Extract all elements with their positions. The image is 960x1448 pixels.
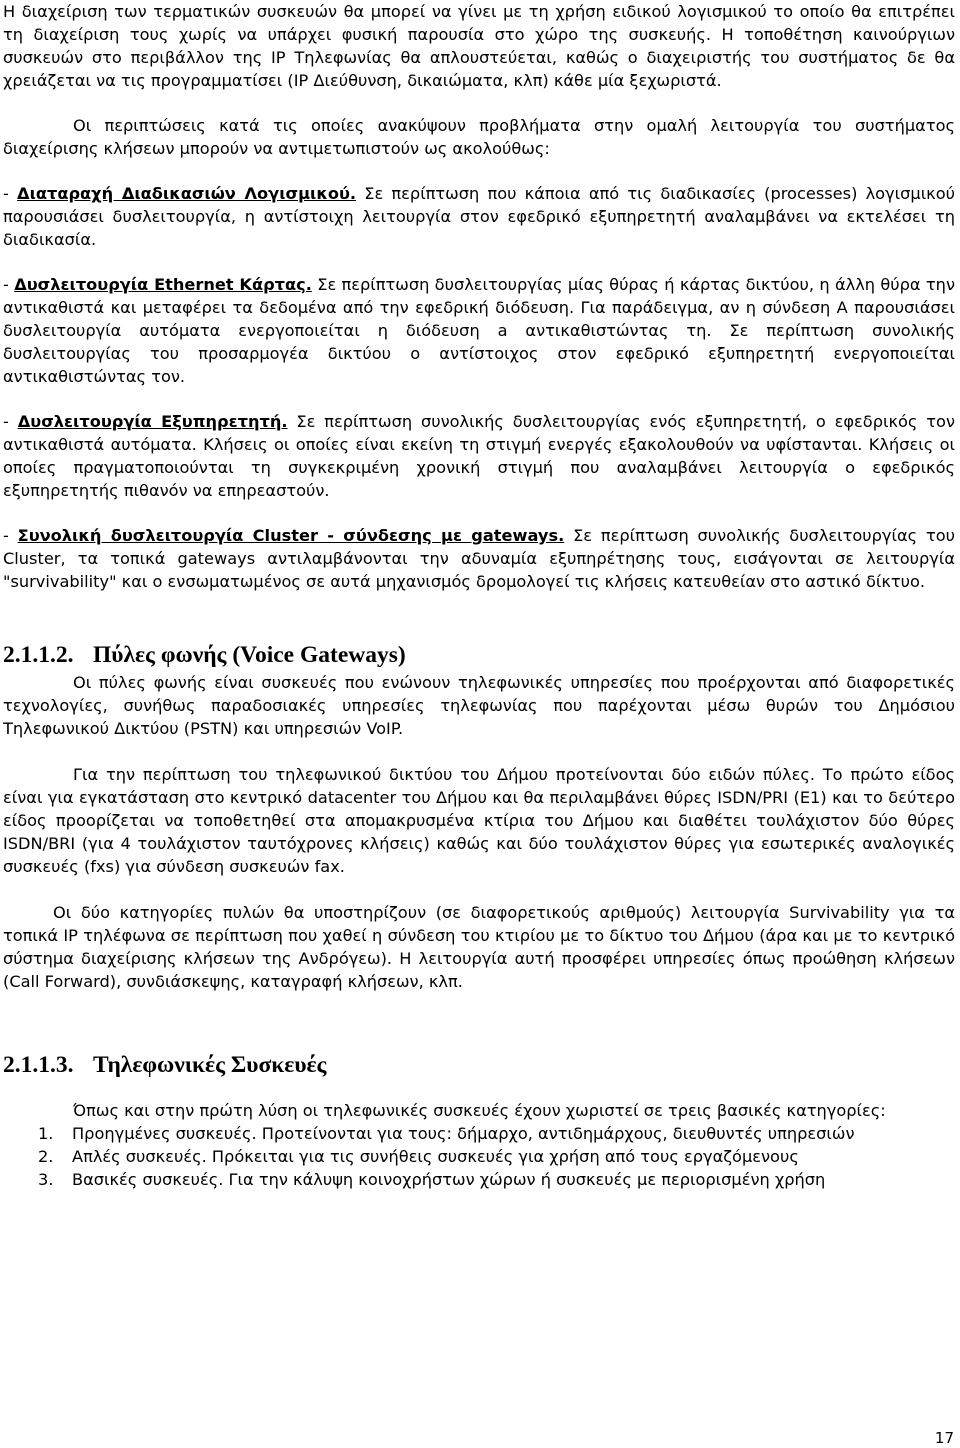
case-text: Σε περίπτωση συνολικής δυσλειτουργίας του Cluster, τα τοπικά gateways αντιλαμβάνονται την αδυναμία εξυπηρέτησης τους, εισάγονται σε λειτουργία "survivability" και ο ενσωματωμένος σε αυτά μηχανισμός δρομολογεί τις κλήσεις κατευθείαν στο αστικό δίκτυο. xyxy=(3,526,955,591)
phones-intro: Όπως και στην πρώτη λύση οι τηλεφωνικές συσκευές έχουν χωριστεί σε τρεις βασικές κατηγορίες: xyxy=(73,1101,886,1120)
section-number: 2.1.1.2. xyxy=(3,642,74,668)
intro-paragraph-2: Οι περιπτώσεις κατά τις οποίες ανακύψουν προβλήματα στην ομαλή λειτουργία του συστήματος διαχείρισης κλήσεων μπορούν να αντιμετωπιστούν ως ακολούθως: xyxy=(3,116,955,158)
section-title: Τηλεφωνικές Συσκευές xyxy=(93,1052,327,1078)
case-title: Διαταραχή Διαδικασιών Λογισμικού. xyxy=(17,184,357,203)
list-number: 1. xyxy=(38,1124,54,1143)
case-prefix: - xyxy=(3,412,18,431)
case-server-failure xyxy=(3,410,955,502)
case-title: Συνολική δυσλειτουργία Cluster - σύνδεσης με gateways. xyxy=(17,526,565,545)
list-text: Βασικές συσκευές. Για την κάλυψη κοινοχρήστων χώρων ή συσκευές με περιορισμένη χρήση xyxy=(72,1170,826,1189)
case-title: Δυσλειτουργία Εξυπηρετητή. xyxy=(17,412,288,431)
case-prefix: - xyxy=(3,275,15,294)
section-heading-phone-devices xyxy=(3,1051,955,1079)
device-category-list xyxy=(3,1122,955,1191)
case-text: Σε περίπτωση συνολικής δυσλειτουργίας ενός εξυπηρετητή, ο εφεδρικός τον αντικαθιστά αυτόματα. Κλήσεις οι οποίες είναι εκείνη τη στιγμή ενεργές εξακολουθούν να υφίστανται. Κλήσεις οι οποίες πραγματοποιούνται τη συγκεκριμένη χρονική στιγμή που αναλαμβάνει λειτουργία ο εφεδρικός εξυπηρετητής πιθανόν να επηρεαστούν. xyxy=(3,412,955,500)
list-number: 2. xyxy=(38,1147,54,1166)
list-number: 3. xyxy=(38,1170,54,1189)
case-prefix: - xyxy=(3,526,18,545)
section-number: 2.1.1.3. xyxy=(3,1052,74,1078)
case-title: Δυσλειτουργία Ethernet Κάρτας. xyxy=(14,275,312,294)
case-cluster-failure xyxy=(3,524,955,593)
list-item xyxy=(3,1168,955,1191)
case-prefix: - xyxy=(3,184,18,203)
list-text: Απλές συσκευές. Πρόκειται για τις συνήθεις συσκευές για χρήση από τους εργαζόμενους xyxy=(72,1147,799,1166)
voice-paragraph-3: Οι δύο κατηγορίες πυλών θα υποστηρίζουν (σε διαφορετικούς αριθμούς) λειτουργία Survivability για τα τοπικά IP τηλέφωνα σε περίπτωση που χαθεί η σύνδεση του κτιρίου με το δίκτυο του Δήμου (άρα και με το κεντρικό σύστημα διαχείρισης κλήσεων της Ανδρόγεω). Η λειτουργία αυτή προσφέρει υπηρεσίες όπως προώθηση κλήσεων (Call Forward), συνδιάσκεψης, καταγραφή κλήσεων, κλπ. xyxy=(3,903,955,991)
list-item xyxy=(3,1145,955,1168)
case-text: Σε περίπτωση που κάποια από τις διαδικασίες (processes) λογισμικού παρουσιάσει δυσλειτουργία, η αντίστοιχη λειτουργία στον εφεδρικό εξυπηρετητή αναλαμβάνει να εκτελέσει τη διαδικασία. xyxy=(3,184,955,249)
case-software-disruption xyxy=(3,182,955,251)
section-heading-voice-gateways xyxy=(3,641,955,669)
list-text: Προηγμένες συσκευές. Προτείνονται για τους: δήμαρχο, αντιδημάρχους, διευθυντές υπηρεσιών xyxy=(72,1124,855,1143)
section-title: Πύλες φωνής (Voice Gateways) xyxy=(93,642,406,668)
list-item xyxy=(3,1122,955,1145)
case-text: Σε περίπτωση δυσλειτουργίας μίας θύρας ή κάρτας δικτύου, η άλλη θύρα την αντικαθιστά και μεταφέρει τα δεδομένα από την εφεδρική διόδευση. Για παράδειγμα, αν η σύνδεση Α παρουσιάσει δυσλειτουργία αυτόματα ενεργοποιείται η διόδευση a αντικαθιστώντας τη. Σε περίπτωση συνολικής δυσλειτουργίας του προσαρμογέα δικτύου ο αντίστοιχος στον εφεδρικό εξυπηρετητή ενεργοποιείται αντικαθιστώντας τον. xyxy=(3,275,955,386)
page-number: 17 xyxy=(934,1429,954,1447)
voice-paragraph-2: Για την περίπτωση του τηλεφωνικού δικτύου του Δήμου προτείνονται δύο ειδών πύλες. Το πρώτο είδος είναι για εγκατάσταση στο κεντρικό datacenter του Δήμου και θα περιλαμβάνει θύρες ISDN/PRI (E1) και το δεύτερο είδος προορίζεται να τοποθετηθεί στα απομακρυσμένα κτίρια του Δήμου και διαθέτει τουλάχιστον δύο θύρες ISDN/BRI (για 4 τουλάχιστον ταυτόχρονες κλήσεις) καθώς και δύο τουλάχιστον θύρες για εσωτερικές αναλογικές συσκευές (fxs) για σύνδεση συσκευών fax. xyxy=(3,765,955,876)
intro-paragraph-1: Η διαχείριση των τερματικών συσκευών θα μπορεί να γίνει με τη χρήση ειδικού λογισμικού το οποίο θα επιτρέπει τη διαχείριση τους χωρίς να υπάρχει φυσική παρουσία στο χώρο της συσκευής. Η τοποθέτηση καινούργιων συσκευών στο περιβάλλον της IP Τηλεφωνίας θα απλουστεύεται, καθώς ο διαχειριστής του συστήματος δε θα χρειάζεται να τις προγραμματίσει (IP Διεύθυνση, δικαιώματα, κλπ) κάθε μία ξεχωριστά. xyxy=(3,2,955,90)
voice-paragraph-1: Οι πύλες φωνής είναι συσκευές που ενώνουν τηλεφωνικές υπηρεσίες που προέρχονται από διαφορετικές τεχνολογίες, συνήθως παραδοσιακές υπηρεσίες τηλεφωνίας που παρέχονται μέσω θυρών του Δημόσιου Τηλεφωνικού Δικτύου (PSTN) και υπηρεσιών VoIP. xyxy=(3,673,955,738)
case-ethernet-card xyxy=(3,273,955,388)
